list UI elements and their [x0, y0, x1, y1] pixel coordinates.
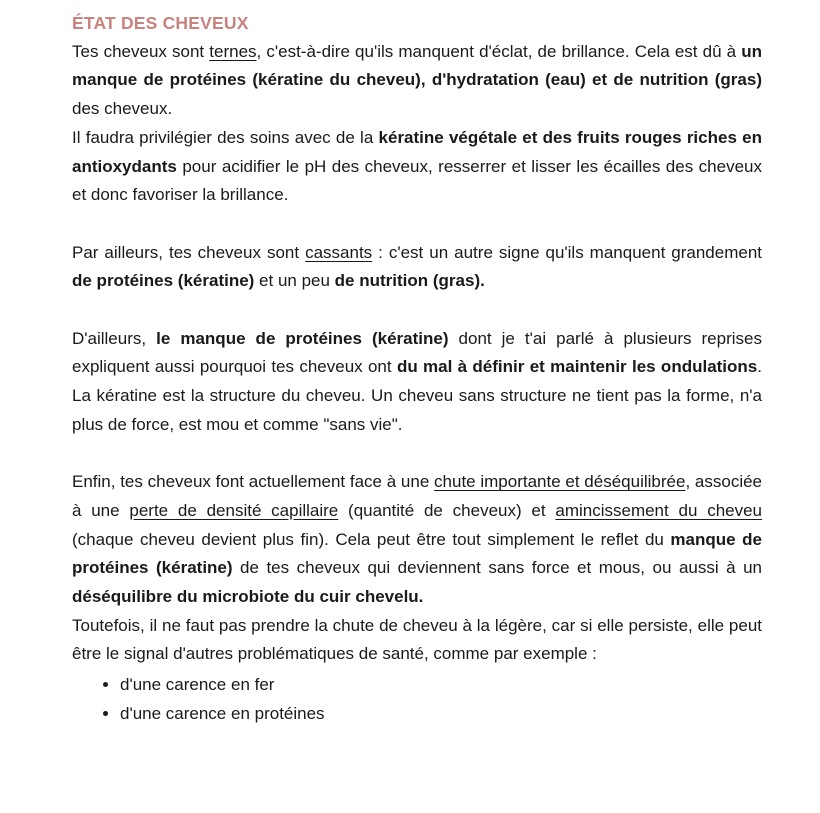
- text-run: de tes cheveux qui deviennent sans force et mous, ou aussi à un: [232, 558, 762, 578]
- text-run: dont je t'ai parlé à plusieurs reprises expliquent aussi pourquoi tes cheveux ont: [72, 328, 762, 377]
- text-run: (chaque cheveu devient plus fin). Cela peut être tout simplement le reflet du: [72, 529, 671, 549]
- text-run: de protéines (kératine): [72, 271, 255, 291]
- text-run: , associée à une: [72, 472, 763, 520]
- text-run: amincissement du cheveu: [555, 500, 763, 520]
- page-title: ÉTAT DES CHEVEUX: [72, 13, 249, 33]
- text-run: . La kératine est la structure du cheveu. Un cheveu sans structure ne tient pas la forme, n'a plus de force, est mou et comme "sans vie".: [72, 357, 762, 434]
- text-run: Par ailleurs, tes cheveux sont: [72, 242, 306, 262]
- text-run: du mal à définir et maintenir les ondulations: [396, 357, 758, 377]
- text-run: Il faudra privilégier des soins avec de la: [72, 127, 379, 147]
- text-run: (quantité de cheveux) et: [338, 500, 556, 520]
- list-item: • d'une carence en fer: [120, 671, 762, 700]
- text-run: : c'est un autre signe qu'ils manquent grandement: [372, 242, 763, 262]
- paragraph: [72, 124, 762, 210]
- text-run: le manque de protéines (kératine): [156, 328, 449, 348]
- text-run: pour acidifier le pH des cheveux, resserrer et lisser les écailles des cheveux et donc favoriser la brillance.: [72, 156, 762, 205]
- text-run: manque de protéines (kératine): [72, 529, 762, 578]
- list-item: • d'une carence en protéines: [120, 700, 762, 729]
- paragraph: [72, 38, 762, 124]
- text-run: ternes: [209, 41, 257, 61]
- text-run: cassants: [305, 242, 373, 262]
- text-run: de nutrition (gras).: [334, 271, 485, 291]
- text-run: des cheveux.: [72, 99, 173, 119]
- text-run: Tes cheveux sont: [72, 41, 210, 61]
- paragraph: [72, 239, 762, 296]
- text-run: déséquilibre du microbiote du cuir chevelu.: [72, 587, 424, 607]
- paragraph: [72, 325, 762, 440]
- paragraph: [72, 612, 762, 669]
- document-body: [72, 38, 762, 669]
- text-run: perte de densité capillaire: [129, 500, 339, 520]
- text-run: , c'est-à-dire qu'ils manquent d'éclat, de brillance. Cela est dû à: [256, 41, 742, 61]
- text-run: Toutefois, il ne faut pas prendre la chute de cheveu à la légère, car si elle persiste, elle peut être le signal d'autres problématiques de santé, comme par exemple :: [72, 615, 762, 664]
- text-run: et un peu: [254, 271, 335, 291]
- bullet-list: [72, 671, 762, 728]
- text-run: chute importante et déséquilibrée: [434, 472, 686, 492]
- text-run: kératine végétale et des fruits rouges riches en antioxydants: [72, 127, 762, 176]
- text-run: D'ailleurs,: [72, 328, 157, 348]
- paragraph: [72, 468, 762, 612]
- text-run: un manque de protéines (kératine du cheveu), d'hydratation (eau) et de nutrition (gras): [72, 41, 763, 90]
- text-run: Enfin, tes cheveux font actuellement face à une: [72, 472, 435, 492]
